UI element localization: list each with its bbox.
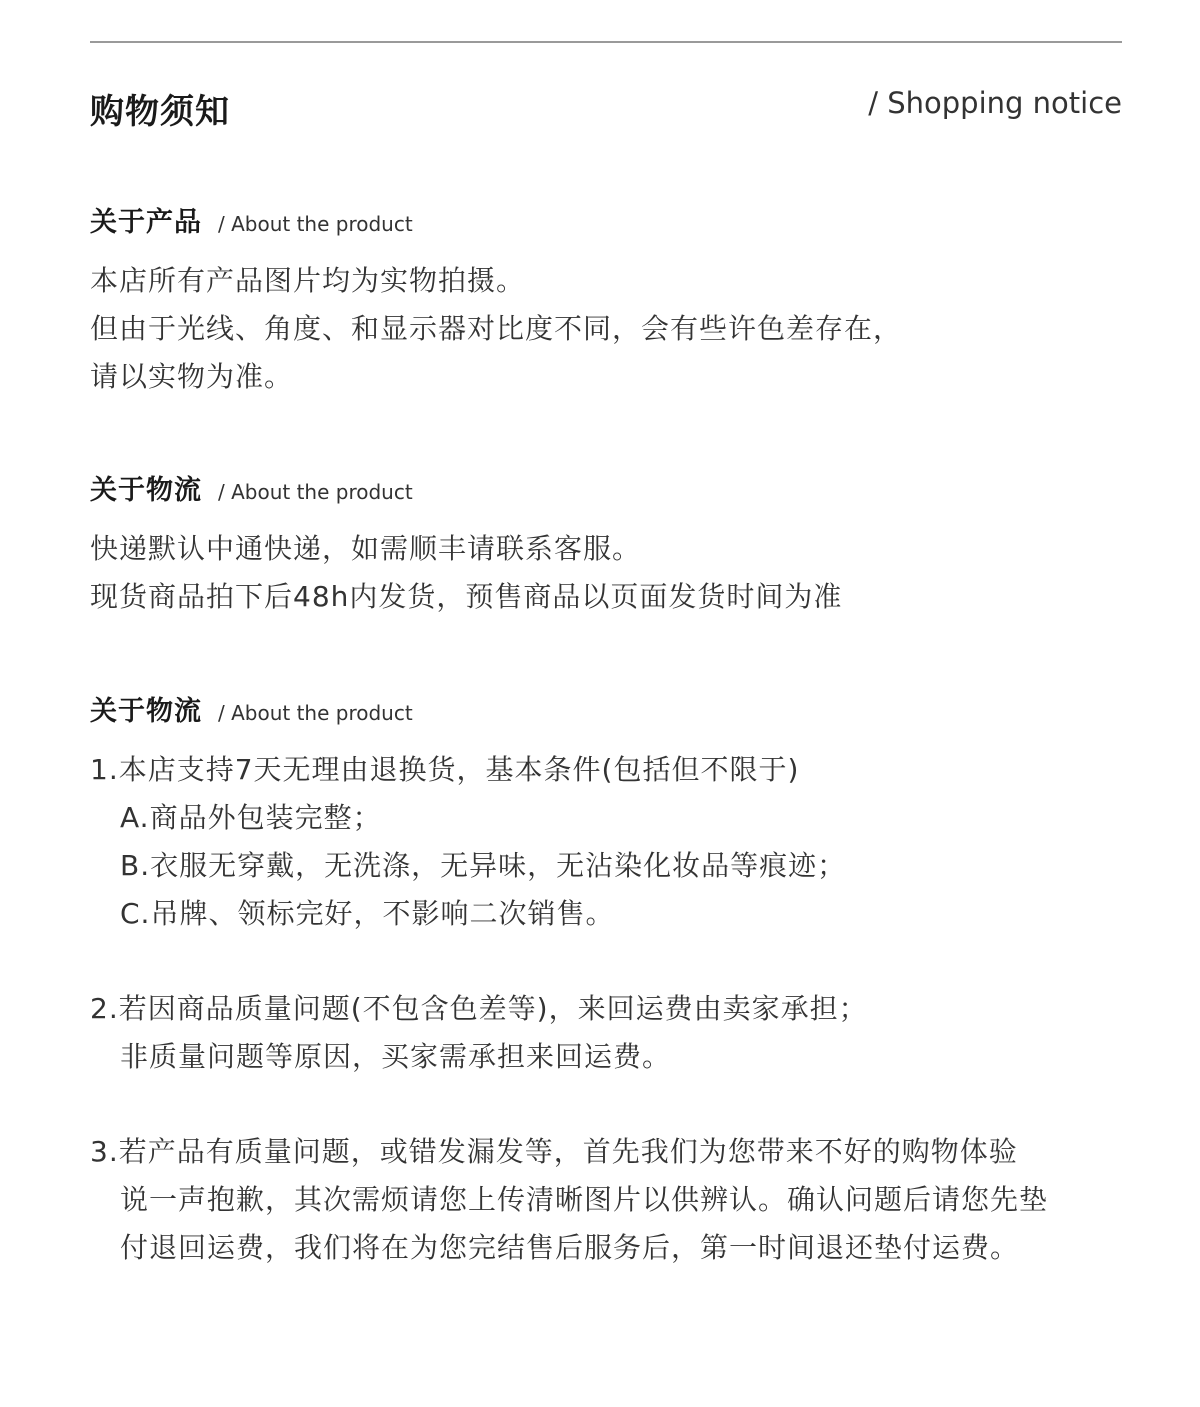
body-line: 但由于光线、角度、和显示器对比度不同，会有些许色差存在， [90,312,903,345]
policy-item-lead: 3.若产品有质量问题，或错发漏发等，首先我们为您带来不好的购物体验 [90,1135,1018,1168]
item-spacer [90,1081,1130,1128]
body-line: 本店所有产品图片均为实物拍摄。 [90,264,526,297]
section-product [90,200,1130,401]
policy-item-lead: 1.本店支持7天无理由退换货，基本条件(包括但不限于) [90,753,800,786]
page-subtitle: / Shopping notice [868,86,1122,120]
policy-item-3 [90,1128,1130,1272]
section-body [90,257,1130,401]
section-heading [90,689,1130,728]
body-line: 现货商品拍下后48h内发货，预售商品以页面发货时间为准 [90,580,843,613]
policy-item-1 [90,746,1130,938]
section-title: 关于产品 [90,207,202,238]
policy-condition-b: B.衣服无穿戴，无洗涤，无异味，无沾染化妆品等痕迹； [120,849,847,882]
policy-item-continued: 付退回运费，我们将在为您完结售后服务后，第一时间退还垫付运费。 [120,1231,1020,1264]
policy-item-lead: 2.若因商品质量问题(不包含色差等)，来回运费由卖家承担； [90,992,868,1025]
item-spacer [90,938,1130,985]
section-subtitle: / About the product [218,212,413,236]
policy-condition-a: A.商品外包装完整； [120,801,382,834]
policy-item-continued: 说一声抱歉，其次需烦请您上传清晰图片以供辨认。确认问题后请您先垫 [120,1183,1049,1216]
section-logistics [90,468,1130,621]
body-line: 请以实物为准。 [90,360,294,393]
section-subtitle: / About the product [218,701,413,725]
top-divider [90,41,1122,43]
page-title: 购物须知 [90,92,230,132]
section-subtitle: / About the product [218,480,413,504]
section-title: 关于物流 [90,696,202,727]
policy-condition-c: C.吊牌、领标完好，不影响二次销售。 [120,897,615,930]
body-line: 快递默认中通快递，如需顺丰请联系客服。 [90,532,642,565]
section-heading [90,200,1130,239]
section-body [90,525,1130,621]
policy-item-continued: 非质量问题等原因，买家需承担来回运费。 [120,1040,672,1073]
section-returns [90,689,1130,1272]
policy-item-2 [90,985,1130,1081]
section-title: 关于物流 [90,475,202,506]
section-body [90,746,1130,1272]
section-heading [90,468,1130,507]
